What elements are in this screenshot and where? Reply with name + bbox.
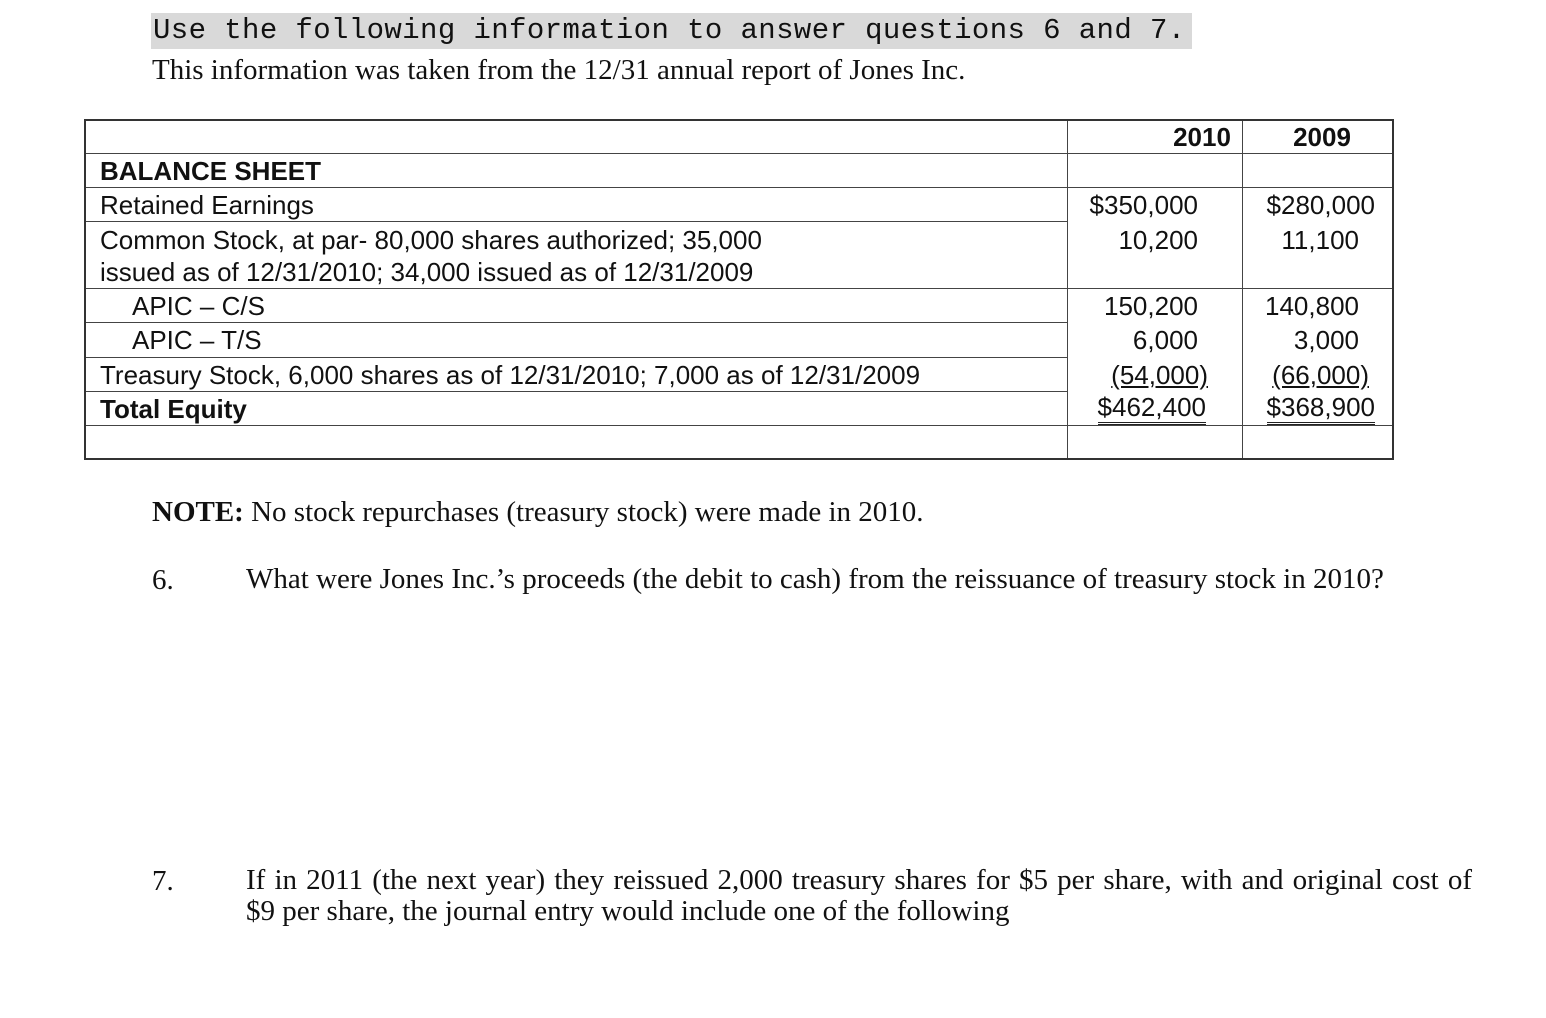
value-2009-treasury-stock: (66,000): [1272, 360, 1369, 390]
value-2010-retained-earnings: $350,000: [1089, 190, 1198, 220]
note: [152, 496, 924, 528]
row-label-apic-ts: APIC – T/S: [132, 325, 262, 355]
question-6-number: 6.: [152, 564, 174, 596]
row-label-treasury-stock: Treasury Stock, 6,000 shares as of 12/31/2010; 7,000 as of 12/31/2009: [100, 360, 921, 390]
note-text: No stock repurchases (treasury stock) were made in 2010.: [243, 496, 924, 528]
row-divider: [86, 357, 1067, 358]
value-2010-total-equity: $462,400: [1098, 393, 1206, 425]
row-label-common-stock-detail: issued as of 12/31/2010; 34,000 issued as of 12/31/2009: [100, 257, 754, 287]
row-label-total-equity: Total Equity: [100, 394, 247, 424]
section-title: BALANCE SHEET: [100, 156, 322, 186]
question-6-text: What were Jones Inc.’s proceeds (the debit to cash) from the reissuance of treasury stock in 2010?: [246, 563, 1384, 595]
year-header-2009: 2009: [1293, 122, 1351, 152]
column-divider: [1242, 121, 1243, 458]
year-header-2010: 2010: [1173, 122, 1231, 152]
value-2009-total-equity: $368,900: [1267, 393, 1375, 425]
value-2009-apic-ts: 3,000: [1293, 325, 1359, 355]
value-2009-retained-earnings: $280,000: [1266, 190, 1375, 220]
value-2010-common-stock: 10,200: [1118, 225, 1198, 255]
value-2010-treasury-stock: (54,000): [1111, 360, 1208, 390]
question-7-number: 7.: [152, 865, 174, 897]
row-label-retained-earnings: Retained Earnings: [100, 190, 314, 220]
row-label-common-stock: Common Stock, at par- 80,000 shares authorized; 35,000: [100, 225, 762, 255]
balance-sheet-table: [84, 119, 1394, 460]
row-label-apic-cs: APIC – C/S: [132, 291, 265, 321]
note-label: NOTE:: [152, 496, 244, 528]
intro-source: This information was taken from the 12/31 annual report of Jones Inc.: [152, 54, 966, 86]
value-2010-apic-ts: 6,000: [1132, 325, 1198, 355]
row-divider: [86, 425, 1392, 426]
question-7-text: If in 2011 (the next year) they reissued 2,000 treasury shares for $5 per share, with and original cost of $9 per share, the journal entry would include one of the following: [246, 864, 1472, 927]
intro-instruction: Use the following information to answer questions 6 and 7.: [151, 13, 1192, 49]
column-divider: [1067, 121, 1068, 458]
value-2009-common-stock: 11,100: [1281, 225, 1359, 255]
value-2010-apic-cs: 150,200: [1104, 291, 1198, 321]
value-2009-apic-cs: 140,800: [1265, 291, 1359, 321]
